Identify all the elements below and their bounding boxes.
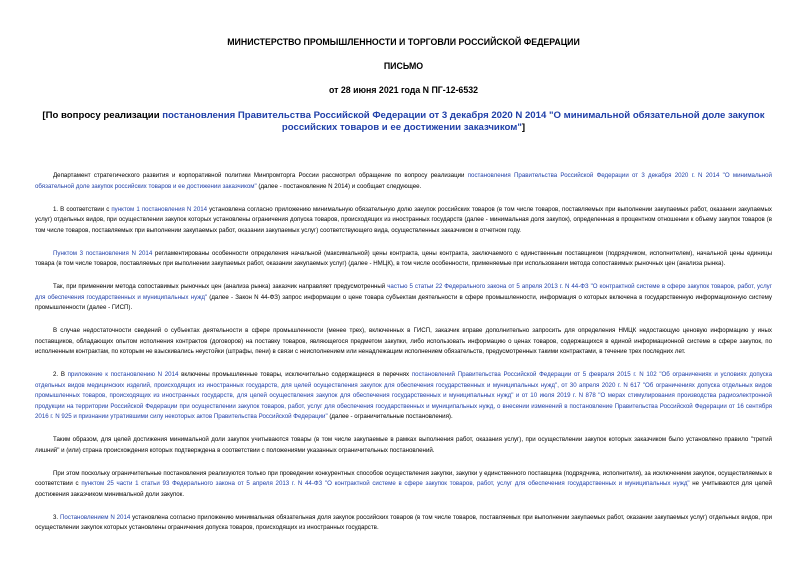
- paragraph-text: установлена согласно приложению минимальную обязательную долю закупок российских товаров (в том числе товаров, поставляемых при выполнении закупаемых работ, оказании закупаемых услуг) отдельных видов, при осуществлении закупок которых установлены ограничения допуска товаров, происходящих из иностранных государств (далее - минимальная доля закупок), определенная в процентном отношении к объему закупок товаров (в том числе товаров, поставляемых при выполнении закупаемых работ, оказании закупаемых услуг) соответствующего вида, осуществленных заказчиком в отчетном году.: [35, 205, 772, 234]
- resolutions-617-878-link[interactable]: , от 30 апреля 2020 г. N 617 "Об ограничениях допуска отдельных видов промышленных товаров, происходящих из иностранных государств, для целей осуществления закупок для обеспечения государственных и муниципальных нужд" и от 10 июля 2019 г. N 878 "О мерах стимулирования производства радиоэлектронной продукции на территории Российской Федерации при осуществлении закупок товаров, работ, услуг для обеспечения государственных и муниципальных нужд, о внесении изменений в постановление Правительства Российской Федерации от 16 сентября 2016 г. N 925 и признании утратившими силу некоторых актов Правительства Российской Федерации": [35, 381, 773, 420]
- paragraph-point-3: [35, 249, 772, 270]
- paragraph-intro: [35, 171, 772, 192]
- paragraph-text: регламентированы особенности определения начальной (максимальной) цены контракта, цены контракта, заключаемого с единственным поставщиком (подрядчиком, исполнителем), начальной цены единицы товара (в том числе товаров, поставляемых при выполнении закупаемых работ, оказании закупаемых услуг) (далее - НМЦК), в том числе особенности, применяемые при использовании метода сопоставимых рыночных цен (анализа рынка).: [35, 249, 772, 267]
- law-44fz-link[interactable]: частью 5 статьи 22 Федерального закона от 5 апреля 2013 г. N 44-ФЗ "О контрактной системе в сфере закупок товаров, работ, услуг для обеспечения государственных и муниципальных нужд": [35, 283, 772, 301]
- document-type: ПИСЬМО: [383, 61, 424, 71]
- paragraph-text: включены промышленные товары, исключительно содержащиеся в перечнях: [178, 371, 412, 378]
- paragraph-third-extra: [35, 435, 772, 456]
- paragraph-text: Так, при применении метода сопоставимых рыночных цен (анализа рынка) заказчик направляет предусмотренный: [53, 283, 388, 290]
- appendix-link[interactable]: приложение к постановлению N 2014: [67, 371, 179, 378]
- document-title: [35, 110, 772, 134]
- document-body: [35, 171, 772, 534]
- paragraph-3: [35, 513, 772, 534]
- resolution-2014-link[interactable]: Постановлением N 2014: [60, 513, 131, 521]
- resolution-link[interactable]: постановления Правительства Российской Федерации от 3 декабря 2020 г. N 2014 "О минимальной обязательной доле закупок российских товаров и ее достижении заказчиком": [35, 172, 772, 190]
- title-prefix: [По вопросу реализации: [42, 110, 163, 121]
- paragraph-text: не учитываются для целей достижения заказчиком минимальной доли закупок.: [35, 480, 772, 498]
- title-link[interactable]: постановления Правительства Российской Федерации от 3 декабря 2020 N 2014 "О минимальной обязательной доле закупок российских товаров и ее достижении заказчиком": [162, 110, 765, 133]
- point-25-link[interactable]: пунктом 25 части 1 статьи 93 Федерального закона от 5 апреля 2013 г. N 44-ФЗ "О контрактной системе в сфере закупок товаров, работ, услуг для обеспечения государственных и муниципальных нужд": [81, 480, 690, 487]
- paragraph-market-method: [35, 282, 772, 314]
- paragraph-text: 1. В соответствии с: [53, 205, 112, 213]
- paragraph-1: [35, 205, 772, 237]
- paragraph-text: (далее - постановление N 2014) и сообщает следующее.: [256, 182, 422, 190]
- paragraph-text: Таким образом, для целей достижения минимальной доли закупок учитываются товары (в том числе закупаемые в рамках выполнения работ, оказания услуг), при осуществлении закупок которых заказчиком было установлено правило "третий лишний" и (или) страна происхождения которых подтверждена в соответствии с положениями указанных ограничительных постановлений.: [35, 436, 772, 454]
- paragraph-gisp: [35, 326, 772, 358]
- paragraph-text: (далее - ограничительные постановления).: [327, 413, 453, 420]
- paragraph-text: 2. В: [53, 371, 68, 378]
- paragraph-text: Департамент стратегического развития и корпоративной политики Минпромторга России рассмотрел обращение по вопросу реализации: [53, 172, 468, 179]
- paragraph-text: При этом поскольку ограничительные постановления реализуются только при проведении конкурентных способов осуществления закупки, закупки у единственного поставщика (подрядчика, исполнителя), за исключением закупок, осуществляемых в соответствии с: [35, 469, 772, 487]
- title-suffix: ]: [521, 122, 526, 133]
- ministry-name: МИНИСТЕРСТВО ПРОМЫШЛЕННОСТИ И ТОРГОВЛИ РОССИЙСКОЙ ФЕДЕРАЦИИ: [227, 37, 580, 47]
- paragraph-2: [35, 370, 772, 423]
- paragraph-text: (далее - Закон N 44-ФЗ) запрос информации о цене товара субъектам деятельности в сфере промышленности, информация о которых включена в государственную информационную систему промышленности (далее - ГИСП).: [35, 293, 772, 311]
- paragraph-text: установлена согласно приложению минимальная обязательная доля закупок российских товаров (в том числе товаров, поставляемых при выполнении закупаемых работ, оказании закупаемых услуг) отдельных видов, при осуществлении закупок которых установлены ограничения допуска товаров, происходящих из иностранных государств.: [35, 513, 772, 531]
- paragraph-text: В случае недостаточности сведений о субъектах деятельности в сфере промышленности (менее трех), включенных в ГИСП, заказчик вправе дополнительно запросить для определения НМЦК недостающую ценовую информацию у иных поставщиков, обладающих опытом исполнения контрактов (договоров) на поставку товаров, являющегося предметом закупки, либо использовать информацию о ценах товаров, содержащихся в единой информационной системе в сфере закупок, по исполненным контрактам, по которым не взыскивались неустойки (штрафы, пени) в связи с неисполнением или ненадлежащим исполнением обязательств, предусмотренных такими контрактами, в течение трех последних лет.: [35, 327, 772, 355]
- resolution-102-link[interactable]: постановлений Правительства Российской Федерации от 5 февраля 2015 г. N 102 "Об ограничениях и условиях допуска отдельных видов медицинских изделий, происходящих из иностранных государств, для целей осуществления закупок для обеспечения государственных и муниципальных нужд": [35, 371, 772, 389]
- document-date: от 28 июня 2021 года N ПГ-12-6532: [328, 85, 478, 95]
- paragraph-text: 3.: [53, 513, 60, 521]
- point-1-link[interactable]: пунктом 1 постановления N 2014: [111, 205, 208, 213]
- point-3-link[interactable]: Пунктом 3 постановления N 2014: [53, 249, 153, 257]
- paragraph-single-supplier: [35, 469, 772, 501]
